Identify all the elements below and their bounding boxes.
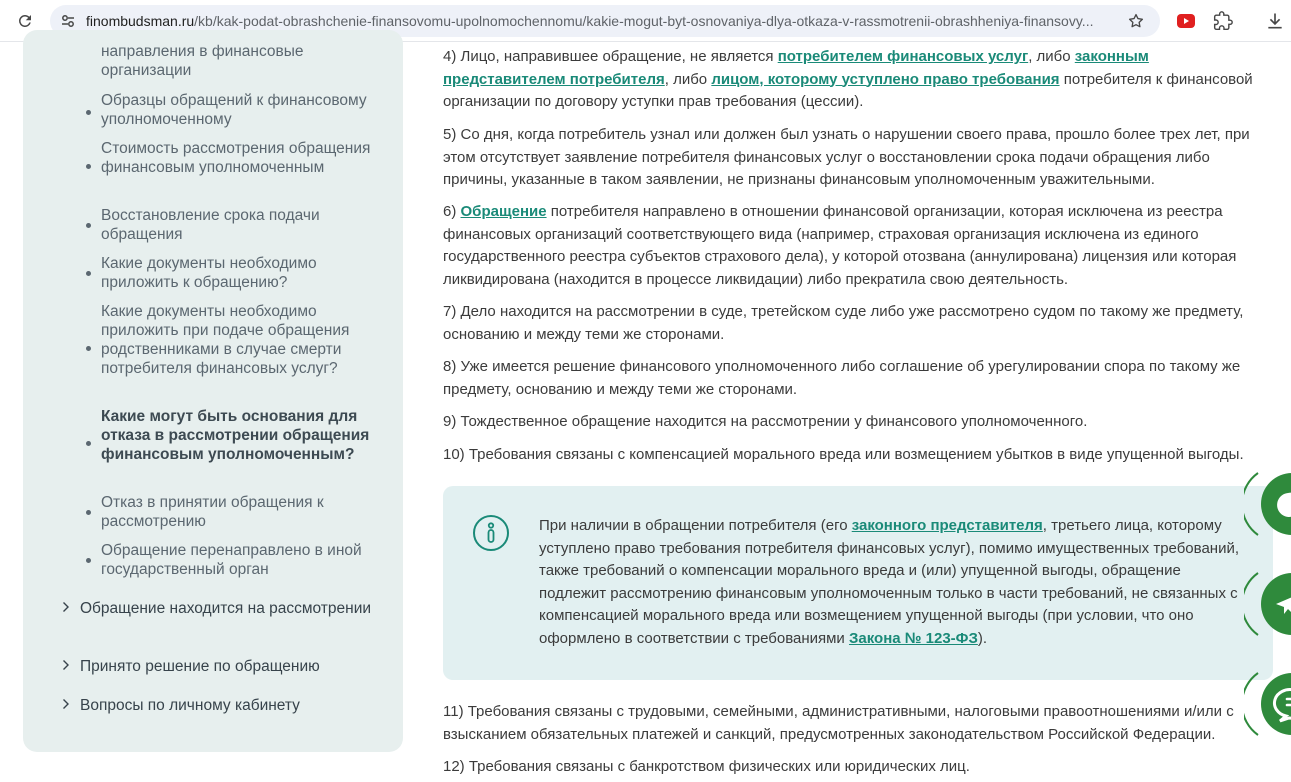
info-icon — [472, 514, 510, 552]
sidebar-subitem[interactable]: Стоимость рассмотрения обращения финансовым уполномоченным — [101, 140, 371, 176]
youtube-extension-icon[interactable] — [1176, 12, 1196, 30]
extensions-icon[interactable] — [1212, 10, 1234, 32]
link-legal-representative[interactable]: законным представителем потребителя — [443, 48, 1149, 88]
reason-9: 9) Тождественное обращение находится на рассмотрении у финансового уполномоченного. — [443, 413, 1088, 430]
link-assignee[interactable]: лицом, которому уступлено право требования — [711, 70, 1060, 88]
bullet-icon — [86, 164, 91, 169]
text: , либо — [1028, 48, 1075, 65]
text: , либо — [664, 70, 712, 88]
bullet-icon — [86, 441, 91, 446]
text: При наличии в обращении потребителя (его — [539, 517, 852, 534]
bullet-icon — [86, 510, 91, 515]
sidebar-subitem-active[interactable]: Какие могут быть основания для отказа в рассмотрении обращения финансовым уполномоченным? — [101, 408, 370, 463]
chevron-right-icon — [61, 601, 71, 613]
sidebar-subitem[interactable]: Отказ в принятии обращения к рассмотрению — [101, 494, 324, 530]
link-consumer[interactable]: потребителем финансовых услуг — [777, 48, 1029, 65]
telegram-icon[interactable] — [1244, 565, 1291, 643]
download-icon[interactable] — [1264, 10, 1286, 32]
link-law-123[interactable]: Закона № 123-ФЗ — [848, 629, 978, 647]
bullet-icon — [86, 346, 91, 351]
text: , третьего лица, которому уступлено право требования потребителя финансовых услуг), помимо имущественных требований, также требований о компенсации морального вреда и (или) упущенной выгоды, обращение подлежит рассмотрению финансовым уполномоченным только в части требований, не связанных с компенсацией морального вреда или возмещением упущенной выгоды (при условии, что оно оформлено в соответствии с требованиями — [539, 517, 1239, 647]
sidebar-item[interactable]: Обращение находится на рассмотрении — [80, 600, 372, 617]
notice-text — [539, 515, 1239, 650]
bullet-icon — [86, 558, 91, 563]
sidebar-subitem[interactable]: Восстановление срока подачи обращения — [101, 207, 320, 243]
reason-6 — [443, 201, 1263, 291]
reason-5: 5) Со дня, когда потребитель узнал или должен был узнать о нарушении своего права, прошло более трех лет, при этом отсутствует заявление потребителя финансовых услуг о восстановлении срока подачи обращения либо причины, указанные в таком заявлении, не признаны финансовым уполномоченным уважительными. — [443, 126, 1250, 188]
link-legal-representative[interactable]: законного представителя — [851, 517, 1043, 534]
reason-8: 8) Уже имеется решение финансового уполномоченного либо соглашение об урегулировании спора по такому же предмету, основанию и между теми же сторонами. — [443, 358, 1241, 398]
text: потребителя направлено в отношении финансовой организации, которая исключена из реестра финансовых организаций соответствующего вида (например, страховая организация исключена из единого государственного реестра субъектов страхового дела), у которой отозвана (аннулирована) лицензия или которая ликвидирована (находится в процессе ликвидации) либо прекратила свою деятельность. — [443, 203, 1237, 288]
message-icon[interactable] — [1244, 665, 1291, 743]
text: 4) Лицо, направившее обращение, не является — [443, 48, 778, 65]
sidebar-item[interactable]: Вопросы по личному кабинету — [80, 697, 300, 714]
sidebar-subitem[interactable]: Какие документы необходимо приложить при подаче обращения родственниками в случае смерти потребителя финансовых услуг? — [101, 303, 350, 377]
url-path: /kb/kak-podat-obrashchenie-finansovomu-upolnomochennomu/kakie-mogut-byt-osnovaniya-dlya-otkaza-v-rassmotrenii-obrashheniya-finansovy... — [194, 13, 1094, 29]
bullet-icon — [86, 223, 91, 228]
reason-7: 7) Дело находится на рассмотрении в суде, третейском суде либо уже рассмотрено судом по такому же предмету, основанию и между теми же сторонами. — [443, 303, 1244, 343]
sidebar-item[interactable]: Принято решение по обращению — [80, 658, 320, 675]
info-notice — [443, 486, 1273, 680]
sidebar-subitem[interactable]: Какие документы необходимо приложить к обращению? — [101, 255, 317, 291]
reason-11: 11) Требования связаны с трудовыми, семейными, административными, налоговыми правоотношениями и/или с взысканием обязательных платежей и санкций, предусмотренных законодательством Российской Федерации. — [443, 703, 1234, 743]
site-info-icon[interactable] — [59, 12, 77, 30]
bullet-icon — [86, 271, 91, 276]
text: потребителя к финансовой организации по договору уступки прав требования (цессии). — [443, 70, 1253, 110]
sidebar-subitem[interactable]: Обращение перенаправлено в иной государственный орган — [101, 542, 362, 578]
text: ). — [977, 629, 988, 647]
sidebar-nav — [23, 30, 403, 752]
text: 6) — [443, 203, 461, 220]
chevron-right-icon — [61, 659, 71, 671]
bullet-icon — [86, 110, 91, 115]
chat-bubble-icon[interactable] — [1244, 465, 1291, 543]
star-icon[interactable] — [1126, 11, 1146, 31]
reason-10: 10) Требования связаны с компенсацией морального вреда или возмещением убытков в виде упущенной выгоды. — [443, 446, 1244, 463]
url-host: finombudsman.ru — [86, 13, 195, 29]
link-appeal[interactable]: Обращение — [460, 203, 547, 220]
sidebar-subitem[interactable]: Образцы обращений к финансовому уполномоченному — [101, 92, 367, 128]
reason-12: 12) Требования связаны с банкротством физических или юридических лиц. — [443, 758, 970, 775]
chevron-right-icon — [61, 698, 71, 710]
sidebar-subitem[interactable]: направления в финансовые организации — [101, 43, 304, 79]
reason-4 — [443, 46, 1263, 114]
